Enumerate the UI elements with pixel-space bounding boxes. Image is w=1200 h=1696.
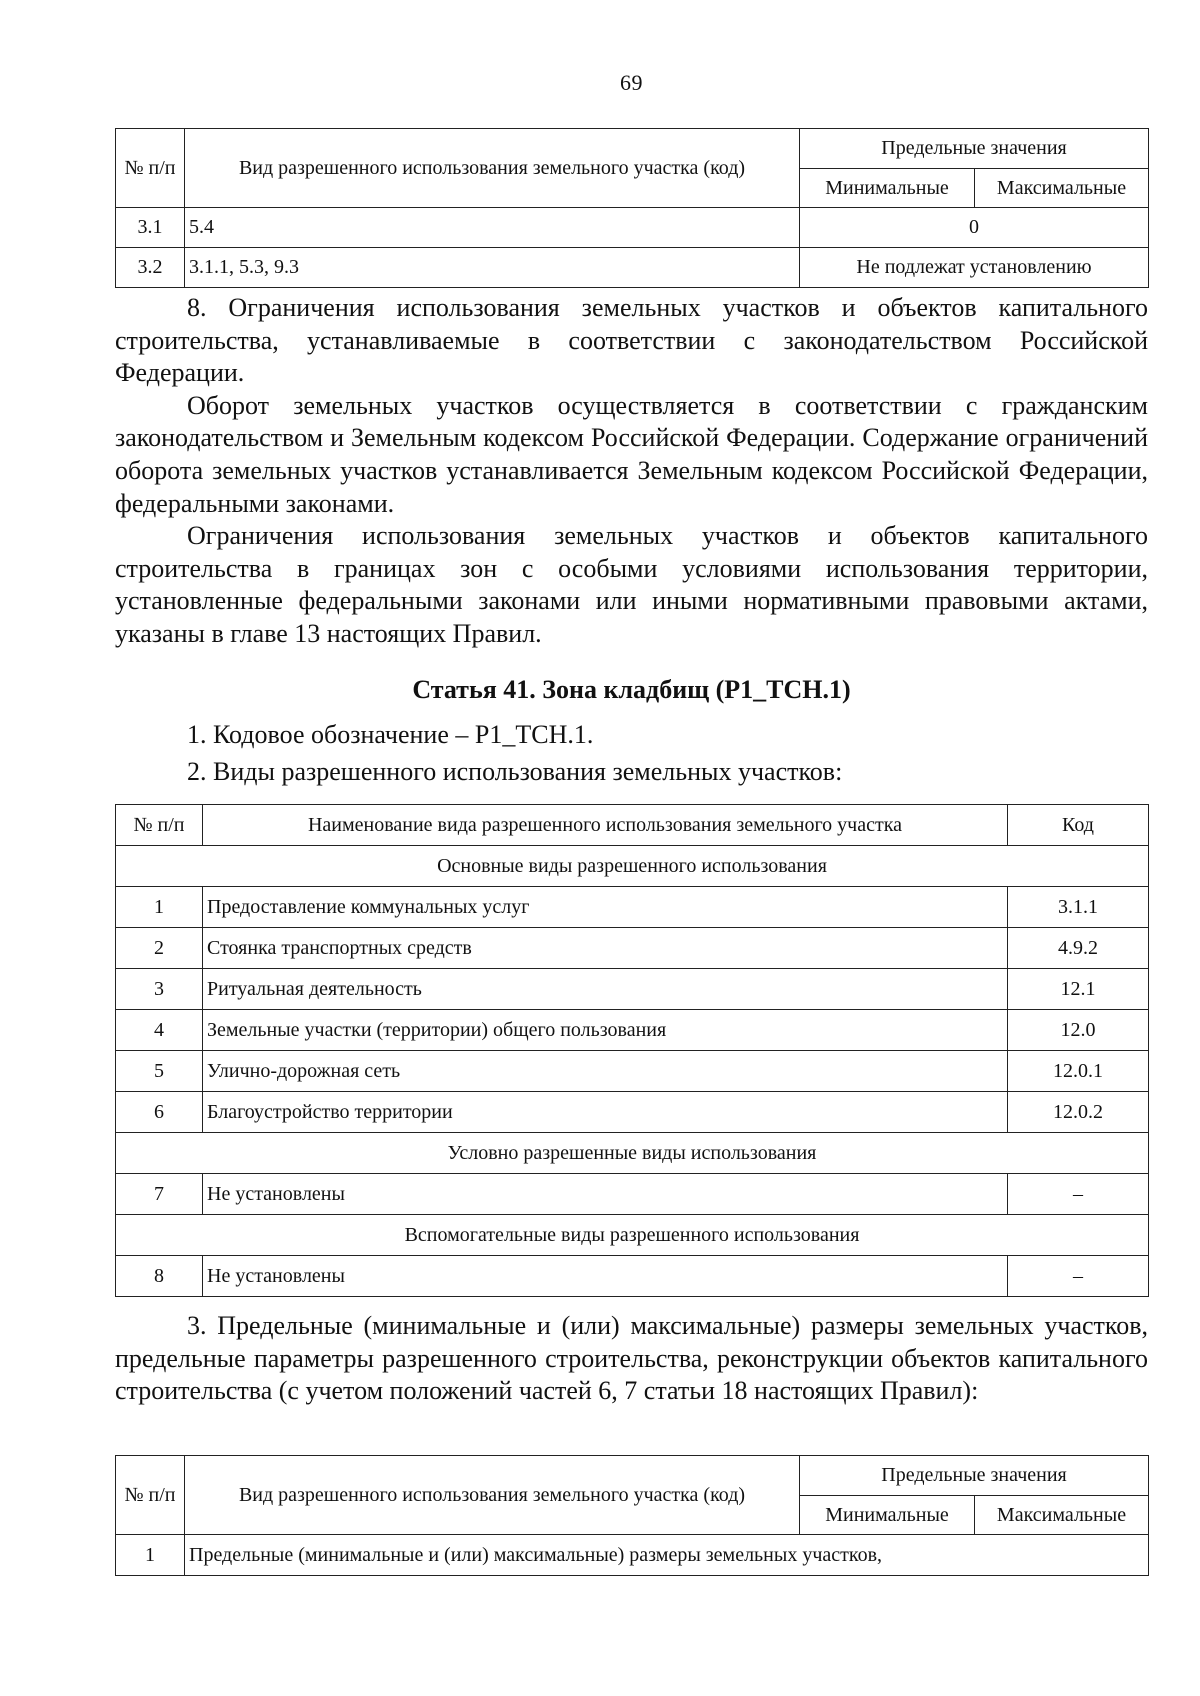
table-row <box>116 208 1149 248</box>
row-name: Улично-дорожная сеть <box>203 1051 1008 1092</box>
list-item-code: 1. Кодовое обозначение – Р1_ТСН.1. <box>187 720 594 749</box>
header-max: Максимальные <box>975 1496 1149 1535</box>
row-code: 12.0.2 <box>1008 1092 1149 1133</box>
row-num: 3.1 <box>116 208 185 248</box>
list-item-uses: 2. Виды разрешенного использования земельных участков: <box>187 757 843 786</box>
section-auxiliary-uses: Вспомогательные виды разрешенного использования <box>116 1215 1149 1256</box>
paragraph-turnover: Оборот земельных участков осуществляется в соответствии с гражданским законодательством и Земельным кодексом Российской Федерации. Содержание ограничений оборота земельных участков устанавливается Земельным кодексом Российской Федерации, федеральными законами. <box>115 390 1148 518</box>
row-name: Земельные участки (территории) общего пользования <box>203 1010 1008 1051</box>
table-row <box>116 928 1149 969</box>
row-code: 3.1.1 <box>1008 887 1149 928</box>
row-value: Не подлежат установлению <box>800 248 1149 288</box>
row-code: – <box>1008 1174 1149 1215</box>
row-num: 1 <box>116 1535 185 1576</box>
row-num: 8 <box>116 1256 203 1297</box>
row-num: 4 <box>116 1010 203 1051</box>
row-name: Не установлены <box>203 1174 1008 1215</box>
row-num: 7 <box>116 1174 203 1215</box>
row-name: Стоянка транспортных средств <box>203 928 1008 969</box>
row-num: 2 <box>116 928 203 969</box>
row-num: 3 <box>116 969 203 1010</box>
permitted-uses-table <box>115 804 1149 1297</box>
row-num: 6 <box>116 1092 203 1133</box>
header-min: Минимальные <box>800 169 975 208</box>
row-code: 4.9.2 <box>1008 928 1149 969</box>
row-text: Предельные (минимальные и (или) максимальные) размеры земельных участков, <box>185 1535 1149 1576</box>
table-row <box>116 1256 1149 1297</box>
table-row <box>116 887 1149 928</box>
row-num: 3.2 <box>116 248 185 288</box>
limits-section <box>115 1310 1148 1408</box>
header-name: Наименование вида разрешенного использования земельного участка <box>203 805 1008 846</box>
limits-table-continued <box>115 128 1149 288</box>
row-code: 3.1.1, 5.3, 9.3 <box>185 248 800 288</box>
header-num: № п/п <box>116 1456 185 1535</box>
table-row <box>116 1051 1149 1092</box>
table-row <box>116 248 1149 288</box>
row-value: 0 <box>800 208 1149 248</box>
table-row <box>116 1174 1149 1215</box>
paragraph-restrictions: Ограничения использования земельных участков и объектов капитального строительства в границах зон с особыми условиями использования территории, установленные федеральными законами или иными нормативными правовыми актами, указаны в главе 13 настоящих Правил. <box>115 521 1148 648</box>
article-title: Статья 41. Зона кладбищ (Р1_ТСН.1) <box>412 675 851 704</box>
row-name: Ритуальная деятельность <box>203 969 1008 1010</box>
row-name: Благоустройство территории <box>203 1092 1008 1133</box>
restrictions-section <box>115 292 1148 651</box>
header-min: Минимальные <box>800 1496 975 1535</box>
row-name: Предоставление коммунальных услуг <box>203 887 1008 928</box>
paragraph-3: 3. Предельные (минимальные и (или) максимальные) размеры земельных участков, предельные параметры разрешенного строительства, реконструкции объектов капитального строительства (с учетом положений частей 6, 7 статьи 18 настоящих Правил): <box>115 1311 1148 1406</box>
section-conditional-uses: Условно разрешенные виды использования <box>116 1133 1149 1174</box>
limits-table <box>115 1455 1149 1576</box>
row-code: 12.0.1 <box>1008 1051 1149 1092</box>
page-number: 69 <box>620 70 643 95</box>
row-name: Не установлены <box>203 1256 1008 1297</box>
table-row <box>116 1535 1149 1576</box>
section-main-uses: Основные виды разрешенного использования <box>116 846 1149 887</box>
header-num: № п/п <box>116 129 185 208</box>
table-row <box>116 969 1149 1010</box>
header-limits: Предельные значения <box>800 129 1149 169</box>
row-code: 12.1 <box>1008 969 1149 1010</box>
header-num: № п/п <box>116 805 203 846</box>
header-code: Код <box>1008 805 1149 846</box>
row-code: 5.4 <box>185 208 800 248</box>
paragraph-8: 8. Ограничения использования земельных участков и объектов капитального строительства, устанавливаемые в соответствии с законодательством Российской Федерации. <box>115 293 1148 388</box>
table-row <box>116 1010 1149 1051</box>
row-num: 5 <box>116 1051 203 1092</box>
header-use-type: Вид разрешенного использования земельного участка (код) <box>185 1456 800 1535</box>
header-use-type: Вид разрешенного использования земельного участка (код) <box>185 129 800 208</box>
header-max: Максимальные <box>975 169 1149 208</box>
row-num: 1 <box>116 887 203 928</box>
row-code: – <box>1008 1256 1149 1297</box>
row-code: 12.0 <box>1008 1010 1149 1051</box>
header-limits: Предельные значения <box>800 1456 1149 1496</box>
table-row <box>116 1092 1149 1133</box>
